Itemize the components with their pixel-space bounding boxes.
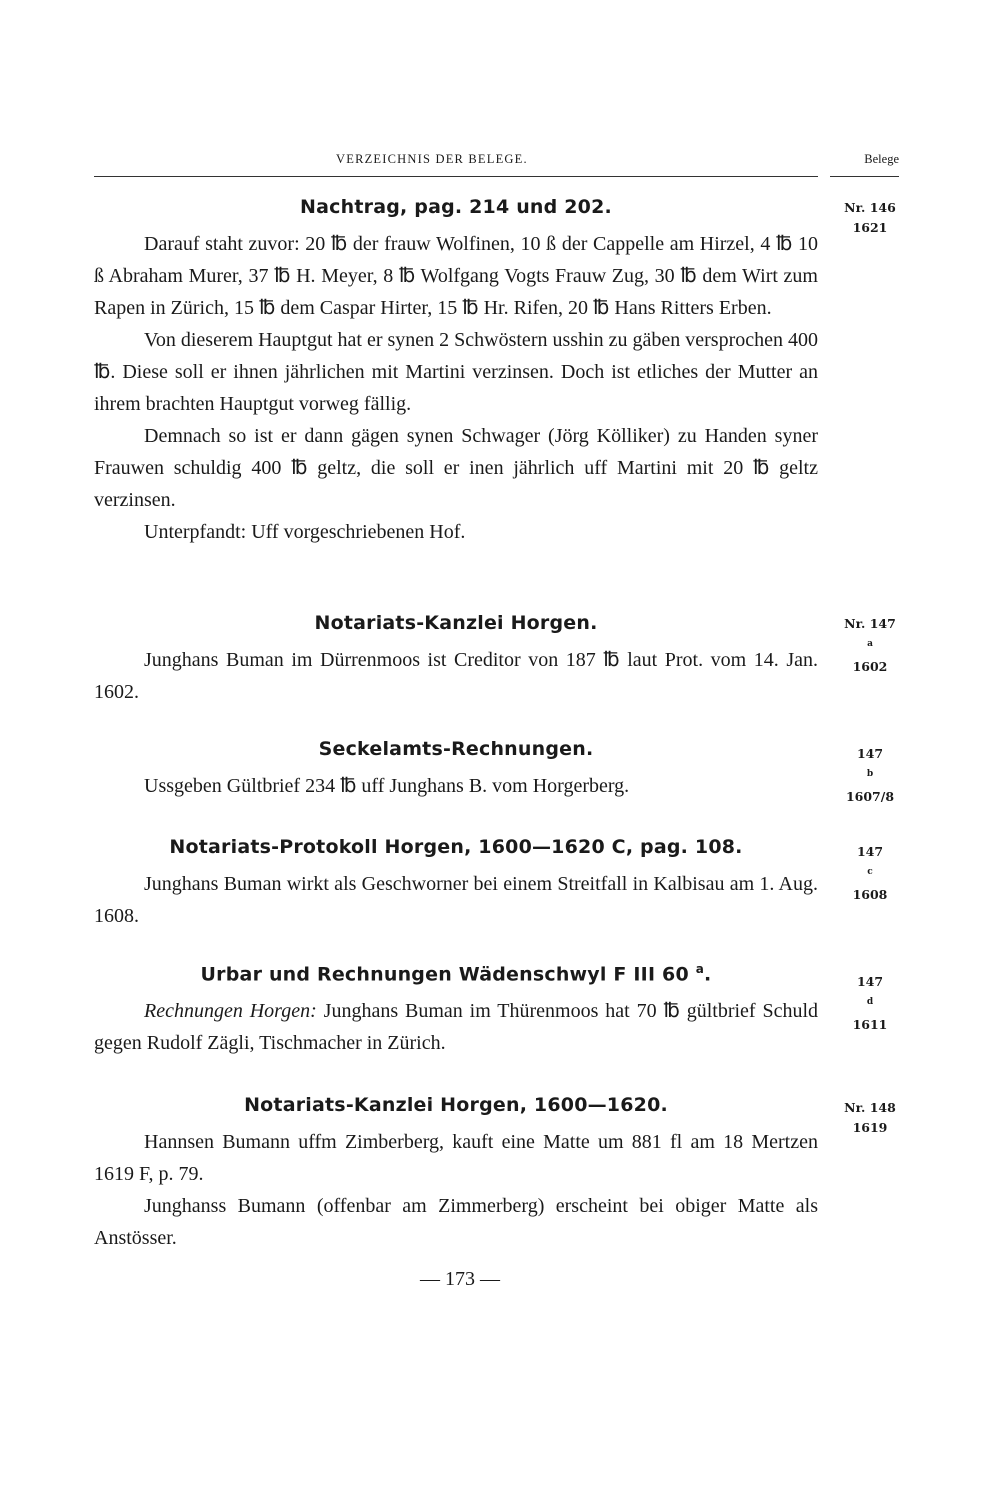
- margin-year: 1621: [852, 220, 888, 235]
- margin-year: 1611: [852, 1017, 888, 1033]
- paragraph: Hannsen Bumann uffm Zimberberg, kauft eine Matte um 881 fl am 18 Mertzen 1619 F, p. 79.: [94, 1131, 818, 1185]
- margin-nr: [840, 744, 900, 787]
- section-heading: Seckelamts-Rechnungen.: [318, 738, 594, 760]
- margin-note-147a: [840, 614, 900, 677]
- margin-year: 1607/8: [845, 789, 895, 805]
- margin-nr: Nr. 146: [844, 200, 896, 215]
- section-heading: Notariats-Kanzlei Horgen.: [314, 612, 598, 634]
- paragraph: Unterpfandt: Uff vorgeschriebenen Hof.: [144, 521, 466, 543]
- heading-end: .: [704, 963, 712, 986]
- paragraph: Darauf staht zuvor: 20 ℔ der frauw Wolfinen, 10 ß der Cappelle am Hirzel, 4 ℔ 10 ß Abraham Murer, 37 ℔ H. Meyer, 8 ℔ Wolfgang Vogts Frauw Zug, 30 ℔ dem Wirt zum Rapen in Zürich, 15 ℔ dem Caspar Hirter, 15 ℔ Hr. Rifen, 20 ℔ Hans Ritters Erben.: [94, 233, 818, 319]
- paragraph: Ussgeben Gültbrief 234 ℔ uff Junghans B. vom Horgerberg.: [144, 775, 630, 797]
- section-heading: [94, 962, 818, 985]
- margin-note-148: [840, 1098, 900, 1138]
- page-number: — 173 —: [420, 1268, 500, 1290]
- running-head-title: VERZEICHNIS DER BELEGE.: [336, 152, 528, 166]
- paragraph: Junghans Buman im Dürrenmoos ist Creditor von 187 ℔ laut Prot. vom 14. Jan. 1602.: [94, 649, 818, 703]
- margin-year: 1619: [852, 1120, 888, 1135]
- section-nr-147b: [94, 738, 818, 802]
- margin-nr-text: Nr. 147: [844, 616, 896, 631]
- margin-nr-text: 147: [856, 746, 884, 761]
- margin-nr-sup: b: [866, 769, 874, 779]
- paragraph: Junghanss Bumann (offenbar am Zimmerberg) erscheint bei obiger Matte als Anstösser.: [94, 1195, 818, 1249]
- margin-year: 1602: [852, 659, 888, 675]
- margin-nr-sup: d: [866, 997, 874, 1007]
- header-rule: [94, 176, 818, 177]
- section-heading: Notariats-Kanzlei Horgen, 1600—1620.: [244, 1094, 668, 1116]
- section-heading: Nachtrag, pag. 214 und 202.: [300, 196, 612, 218]
- margin-nr: [840, 842, 900, 885]
- running-head-right: Belege: [864, 152, 899, 166]
- section-nr-147c: [94, 836, 818, 932]
- margin-year: 1608: [852, 887, 888, 903]
- margin-nr: [840, 972, 900, 1015]
- margin-note-147b: [840, 744, 900, 807]
- paragraph: Demnach so ist er dann gägen synen Schwager (Jörg Kölliker) zu Handen syner Frauwen schuldig 400 ℔ geltz, die soll er inen jährlich uff Martini mit 20 ℔ geltz verzinsen.: [94, 425, 818, 511]
- section-nr-147a: [94, 612, 818, 708]
- heading-sup: a: [695, 962, 705, 976]
- section-nr-147d: [94, 962, 818, 1059]
- margin-nr-sup: c: [867, 867, 873, 877]
- paragraph: Junghans Buman wirkt als Geschworner bei einem Streitfall in Kalbisau am 1. Aug. 1608.: [94, 873, 818, 927]
- margin-nr-text: 147: [856, 974, 884, 989]
- heading-text: Urbar und Rechnungen Wädenschwyl F III 60: [200, 963, 689, 986]
- section-nr-146: [94, 196, 818, 548]
- section-heading: Notariats-Protokoll Horgen, 1600—1620 C, pag. 108.: [169, 836, 743, 858]
- paragraph-text: Junghans Buman im Thürenmoos hat 70 ℔ gültbrief Schuld gegen Rudolf Zägli, Tischmacher in Zürich.: [94, 1000, 819, 1055]
- margin-note-147d: [840, 972, 900, 1035]
- margin-nr: [840, 614, 900, 657]
- paragraph: Von dieserem Hauptgut hat er synen 2 Schwöstern usshin zu gäben versprochen 400 ℔. Diese soll er ihnen jährlichen mit Martini verzinsen. Doch ist etliches der Mutter an ihrem brachten Hauptgut vorweg fällig.: [94, 329, 818, 415]
- margin-note-146: [840, 198, 900, 238]
- margin-note-147c: [840, 842, 900, 905]
- section-nr-148: [94, 1094, 818, 1254]
- paragraph: [94, 995, 818, 1059]
- italic-lead: Rechnungen Horgen:: [144, 1000, 317, 1023]
- running-head: [94, 152, 899, 176]
- margin-rule: [830, 176, 899, 177]
- margin-nr-sup: a: [867, 639, 873, 649]
- margin-nr: Nr. 148: [844, 1100, 896, 1115]
- margin-nr-text: 147: [856, 844, 884, 859]
